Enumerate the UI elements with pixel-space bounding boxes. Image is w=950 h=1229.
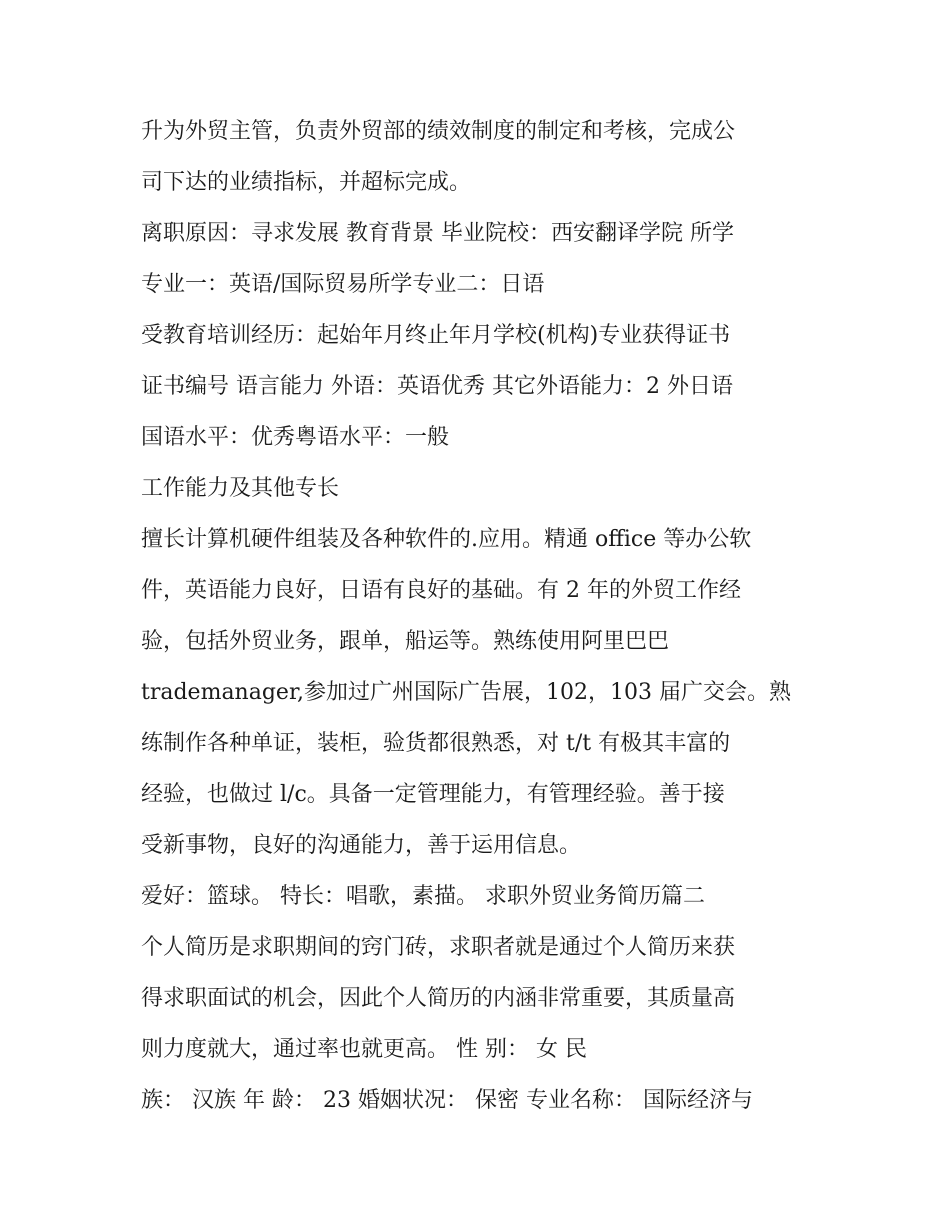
text-line-3: 离职原因：寻求发展 教育背景 毕业院校：西安翻译学院 所学 <box>141 221 734 246</box>
text-line-2: 司下达的业绩指标，并超标完成。 <box>141 170 472 195</box>
text-line-17: 个人简历是求职期间的窍门砖，求职者就是通过个人简历来获 <box>141 935 736 960</box>
text-line-9: 擅长计算机硬件组装及各种软件的.应用。精通 office 等办公软 <box>141 527 752 552</box>
text-line-1: 升为外贸主管，负责外贸部的绩效制度的制定和考核，完成公 <box>141 119 736 144</box>
text-line-6: 证书编号 语言能力 外语：英语优秀 其它外语能力：2 外日语 <box>141 374 733 399</box>
text-line-5: 受教育培训经历：起始年月终止年月学校(机构)专业获得证书 <box>141 323 731 348</box>
text-line-18: 得求职面试的机会，因此个人简历的内涵非常重要，其质量高 <box>141 986 736 1011</box>
text-line-7: 国语水平：优秀粤语水平：一般 <box>141 425 450 450</box>
text-line-12: trademanager,参加过广州国际广告展，102，103 届广交会。熟 <box>141 680 792 705</box>
section-heading: 工作能力及其他专长 <box>141 476 340 501</box>
text-line-20: 族： 汉族 年 龄： 23 婚姻状况： 保密 专业名称： 国际经济与 <box>141 1088 753 1113</box>
text-line-4: 专业一：英语/国际贸易所学专业二：日语 <box>141 272 545 297</box>
text-line-19: 则力度就大，通过率也就更高。 性 别： 女 民 <box>141 1037 587 1062</box>
text-line-11: 验，包括外贸业务，跟单，船运等。熟练使用阿里巴巴 <box>141 629 670 654</box>
text-line-15: 受新事物，良好的沟通能力，善于运用信息。 <box>141 833 582 858</box>
text-line-10: 件，英语能力良好，日语有良好的基础。有 2 年的外贸工作经 <box>141 578 741 603</box>
document-body <box>141 106 821 1126</box>
text-line-13: 练制作各种单证，装柜，验货都很熟悉，对 t/t 有极其丰富的 <box>141 731 731 756</box>
text-line-16: 爱好：篮球。 特长：唱歌，素描。 求职外贸业务简历篇二 <box>141 884 705 909</box>
text-line-14: 经验，也做过 l/c。具备一定管理能力，有管理经验。善于接 <box>141 782 725 807</box>
